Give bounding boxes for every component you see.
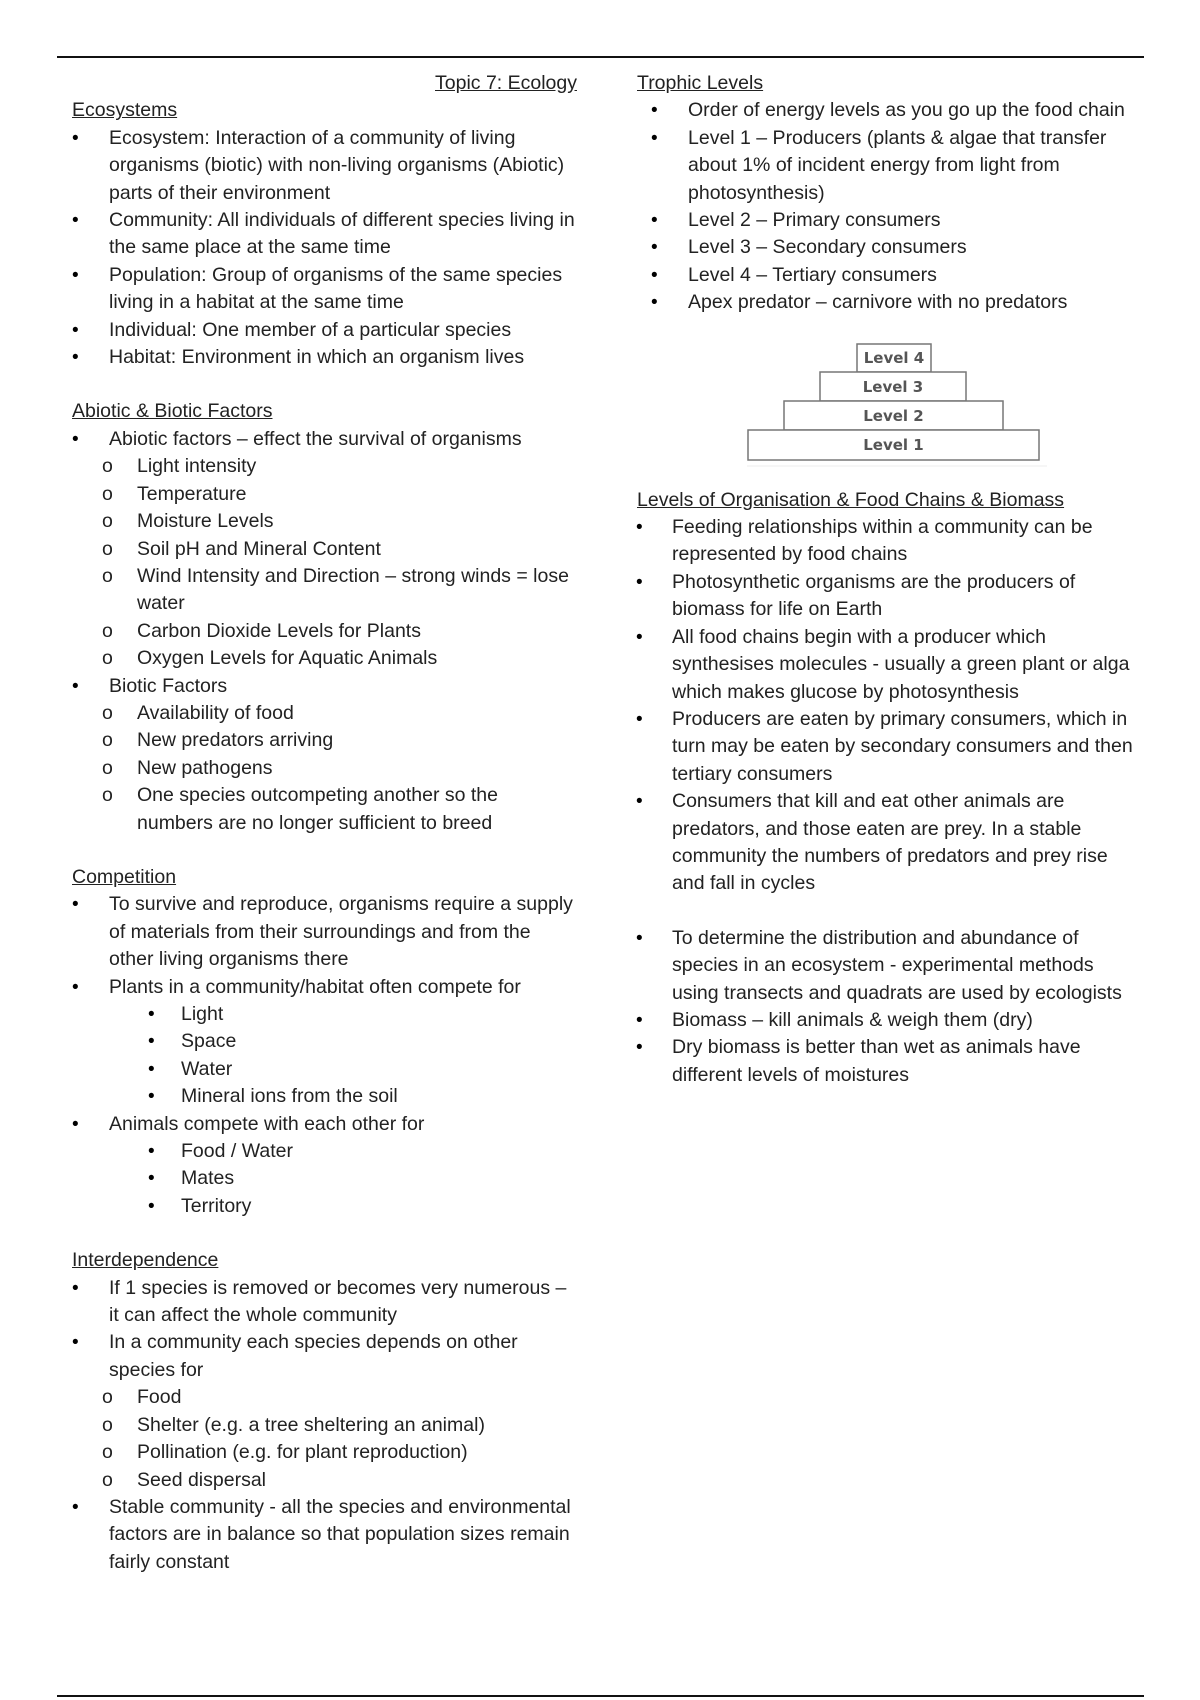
list-item: o New predators arriving [72, 727, 577, 754]
competition-section [72, 864, 577, 1220]
list-item: • Individual: One member of a particular species [72, 317, 577, 344]
ecosystems-section [72, 97, 577, 371]
sub-marker: o [102, 482, 113, 505]
list-item: • Level 4 – Tertiary consumers [651, 262, 1137, 289]
abiotic-biotic-heading: Abiotic & Biotic Factors [72, 400, 273, 423]
list-item: • Community: All individuals of different species living in the same place at the same time [72, 207, 577, 262]
list-item: • Feeding relationships within a community can be represented by food chains [637, 514, 1137, 569]
list-item: o Carbon Dioxide Levels for Plants [72, 618, 577, 645]
competition-heading: Competition [72, 865, 177, 888]
list-item: • Water [72, 1056, 577, 1083]
abiotic-biotic-section [72, 398, 577, 837]
list-item: • Level 1 – Producers (plants & algae that transfer about 1% of incident energy from light from photosynthesis) [651, 125, 1137, 207]
top-rule [57, 56, 1144, 58]
list-item: o Seed dispersal [72, 1467, 577, 1494]
bottom-rule [57, 1695, 1144, 1697]
sub-marker: o [102, 1386, 113, 1409]
list-item: • Habitat: Environment in which an organism lives [72, 344, 577, 371]
list-item: o New pathogens [72, 755, 577, 782]
list-item: o Food [72, 1384, 577, 1411]
list-item: • Order of energy levels as you go up the food chain [651, 97, 1137, 124]
sub-marker: o [102, 537, 113, 560]
left-column [72, 70, 577, 1603]
list-item: • Stable community - all the species and environmental factors are in balance so that population sizes remain fairly constant [72, 1494, 577, 1576]
right-column [637, 70, 1137, 1089]
trophic-heading: Trophic Levels [637, 72, 764, 94]
interdependence-list [72, 1275, 577, 1576]
list-item: • Light [72, 1001, 577, 1028]
sub-marker: o [102, 784, 113, 807]
list-item: o Shelter (e.g. a tree sheltering an animal) [72, 1412, 577, 1439]
list-item: • Territory [72, 1193, 577, 1220]
list-item: • Mineral ions from the soil [72, 1083, 577, 1110]
list-item: • Animals compete with each other for [72, 1111, 577, 1138]
list-item: • Apex predator – carnivore with no predators [651, 289, 1137, 316]
list-item: • Food / Water [72, 1138, 577, 1165]
levels-organisation-list [637, 514, 1137, 898]
sub-marker: o [102, 701, 113, 724]
pyramid-label-3: Level 3 [862, 377, 924, 396]
list-item: • Biomass – kill animals & weigh them (dry) [637, 1007, 1137, 1034]
list-item: • To determine the distribution and abundance of species in an ecosystem - experimental methods using transects and quadrats are used by ecologists [637, 925, 1137, 1007]
list-item: • All food chains begin with a producer which synthesises molecules - usually a green plant or alga which makes glucose by photosynthesis [637, 624, 1137, 706]
pyramid-label-2: Level 2 [863, 406, 924, 425]
factors-list [72, 426, 577, 837]
list-item: • If 1 species is removed or becomes very numerous – it can affect the whole community [72, 1275, 577, 1330]
levels-organisation-section [637, 487, 1137, 1090]
sub-marker: o [102, 455, 113, 478]
competition-list [72, 891, 577, 1220]
list-item: • Plants in a community/habitat often compete for [72, 974, 577, 1001]
list-item: o Pollination (e.g. for plant reproduction) [72, 1439, 577, 1466]
ecosystems-list [72, 125, 577, 372]
list-item: o Wind Intensity and Direction – strong winds = lose water [102, 564, 569, 615]
list-item: o Soil pH and Mineral Content [72, 536, 577, 563]
list-item: • Producers are eaten by primary consumers, which in turn may be eaten by secondary consumers and then tertiary consumers [637, 706, 1137, 788]
trophic-section [637, 70, 1137, 472]
sub-marker: o [102, 756, 113, 779]
list-item: • In a community each species depends on other species for [72, 1329, 577, 1384]
biomass-list [637, 925, 1137, 1089]
sub-marker: o [102, 1441, 113, 1464]
sub-marker: o [102, 647, 113, 670]
list-item: • Photosynthetic organisms are the producers of biomass for life on Earth [637, 569, 1137, 624]
sub-marker: o [102, 1413, 113, 1436]
interdependence-section [72, 1247, 577, 1576]
list-item: • Ecosystem: Interaction of a community of living organisms (biotic) with non-living organisms (Abiotic) parts of their environment [72, 125, 577, 207]
sub-marker: o [102, 564, 113, 587]
list-item: • Dry biomass is better than wet as animals have different levels of moistures [637, 1034, 1137, 1089]
list-item: • Consumers that kill and eat other animals are predators, and those eaten are prey. In a stable community the numbers of predators and prey rise and fall in cycles [637, 788, 1137, 898]
trophic-pyramid-diagram [747, 332, 1047, 472]
list-item: • Space [72, 1028, 577, 1055]
list-item: • Level 2 – Primary consumers [651, 207, 1137, 234]
sub-marker: o [102, 619, 113, 642]
list-item: • Level 3 – Secondary consumers [651, 234, 1137, 261]
levels-organisation-heading: Levels of Organisation & Food Chains & Biomass [637, 488, 1065, 511]
list-item: o Moisture Levels [72, 508, 577, 535]
list-item: • Mates [72, 1165, 577, 1192]
ecosystems-heading: Ecosystems [72, 99, 178, 122]
pyramid-label-4: Level 4 [863, 348, 925, 367]
list-item: • Population: Group of organisms of the same species living in a habitat at the same time [72, 262, 577, 317]
pyramid-label-1: Level 1 [863, 435, 924, 454]
trophic-list [637, 97, 1137, 316]
list-item: o One species outcompeting another so the numbers are no longer sufficient to breed [102, 784, 498, 834]
sub-marker: o [102, 729, 113, 752]
sub-marker: o [102, 510, 113, 533]
list-item: o Oxygen Levels for Aquatic Animals [72, 645, 577, 672]
list-item: o Light intensity [72, 453, 577, 480]
page-title: Topic 7: Ecology [435, 72, 577, 94]
biotic-label: • Biotic Factors [72, 673, 577, 700]
interdependence-heading: Interdependence [72, 1249, 219, 1272]
list-item: o Availability of food [72, 700, 577, 727]
list-item: • To survive and reproduce, organisms require a supply of materials from their surroundings and from the other living organisms there [72, 891, 577, 973]
abiotic-label: • Abiotic factors – effect the survival of organisms [72, 426, 577, 453]
list-item: o Temperature [72, 481, 577, 508]
sub-marker: o [102, 1468, 113, 1491]
